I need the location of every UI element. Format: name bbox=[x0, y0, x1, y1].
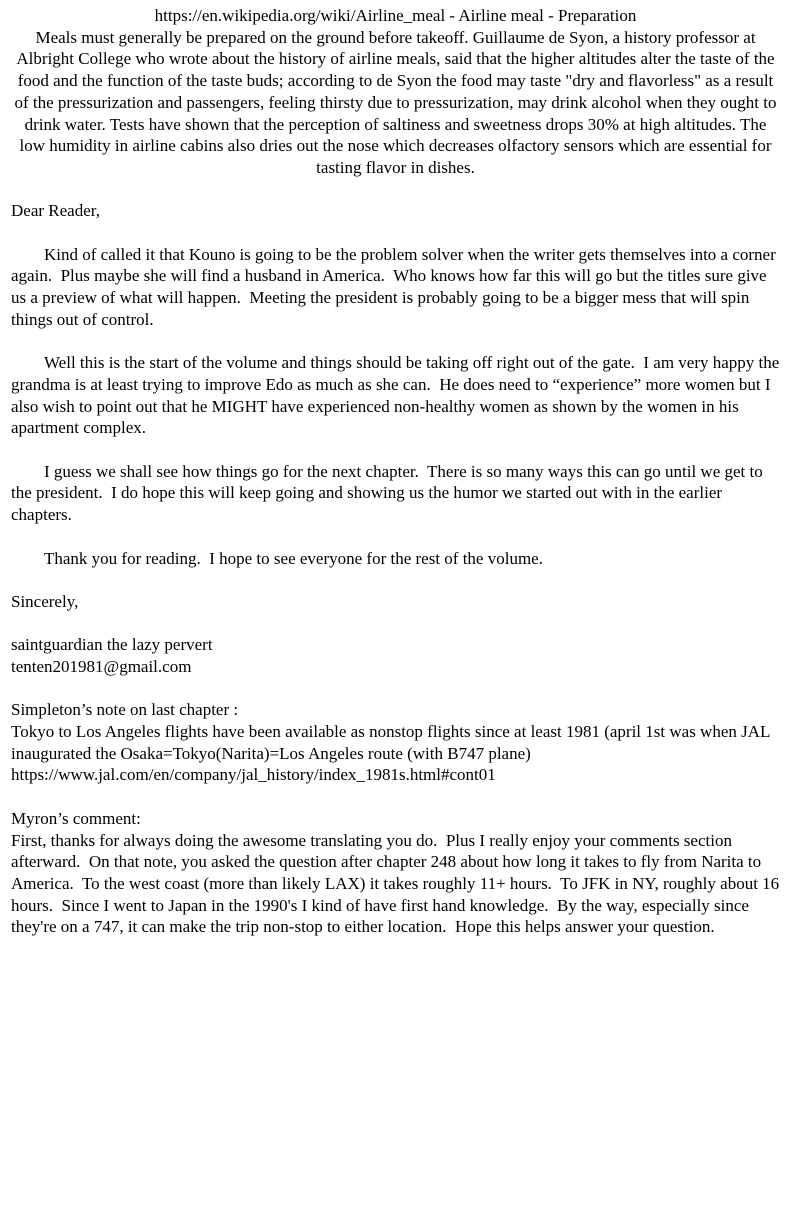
wikipedia-excerpt: Meals must generally be prepared on the ground before takeoff. Guillaume de Syon, a history professor at Albright College who wrote about the history of airline meals, said that the higher altitudes alter the taste of the food and the function of the taste buds; according to de Syon the food may taste "dry and flavorless" as a result of the pressurization and passengers, feeling thirsty due to pressurization, may drink alcohol when they ought to drink water. Tests have shown that the perception of saltiness and sweetness drops 30% at high altitudes. The low humidity in airline cabins also dries out the nose which decreases olfactory sensors which are essential for tasting flavor in dishes. bbox=[14, 27, 781, 177]
thank-you-paragraph: Thank you for reading. I hope to see everyone for the rest of the volume. bbox=[44, 548, 543, 568]
myron-comment-body: First, thanks for always doing the awesome translating you do. Plus I really enjoy your comments section afterward. On that note, you asked the question after chapter 248 about how long it takes to fly from Narita to America. To the west coast (more than likely LAX) it takes roughly 11+ hours. To JFK in NY, roughly about 16 hours. Since I went to Japan in the 1990's I kind of have first hand knowledge. By the way, especially since they're on a 747, it can make the trip non-stop to either location. Hope this helps answer your question. bbox=[11, 830, 784, 937]
letter-paragraph-3: I guess we shall see how things go for the next chapter. There is so many ways this can go until we get to the president. I do hope this will keep going and showing us the humor we started out with in the earlier chapters. bbox=[11, 461, 767, 525]
myron-comment-heading: Myron’s comment: bbox=[11, 808, 141, 828]
simpleton-note-heading: Simpleton’s note on last chapter : bbox=[11, 700, 239, 720]
signature-name: saintguardian the lazy pervert bbox=[11, 635, 213, 655]
salutation: Dear Reader, bbox=[11, 201, 100, 221]
closing: Sincerely, bbox=[11, 591, 79, 611]
simpleton-note-link: https://www.jal.com/en/company/jal_history/index_1981s.html#cont01 bbox=[11, 765, 496, 785]
source-citation: https://en.wikipedia.org/wiki/Airline_meal - Airline meal - Preparation bbox=[154, 6, 637, 25]
simpleton-note-body: Tokyo to Los Angeles flights have been available as nonstop flights since at least 1981 (april 1st was when JAL inaugurated the Osaka=Tokyo(Narita)=Los Angeles route (with B747 plane) bbox=[11, 722, 775, 763]
letter-paragraph-1: Kind of called it that Kouno is going to be the problem solver when the writer gets themselves into a corner again. Plus maybe she will find a husband in America. Who knows how far this will go but the titles sure give us a preview of what will happen. Meeting the president is probably going to be a bigger mess that will spin things out of control. bbox=[11, 244, 781, 329]
signature-email: tenten201981@gmail.com bbox=[11, 656, 192, 676]
letter-paragraph-2: Well this is the start of the volume and things should be taking off right out of the gate. I am very happy the grandma is at least trying to improve Edo as much as she can. He does need to “experience” more women but I also wish to point out that he MIGHT have experienced non-healthy women as shown by the women in his apartment complex. bbox=[11, 353, 784, 438]
